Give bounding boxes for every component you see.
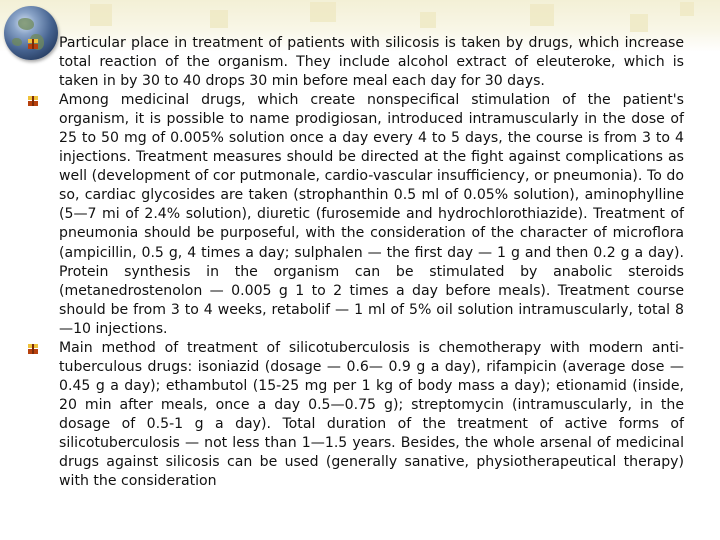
bullet-icon (28, 39, 38, 49)
bullet-icon (28, 344, 38, 354)
paragraph-text: Particular place in treatment of patients with silicosis is taken by drugs, which increase total reaction of the organism. They include alcohol extract of eleuteroke, which is taken in by 30 to 40 drops 30 min before meal each day for 30 days. (59, 35, 684, 90)
bullet-paragraph (28, 339, 684, 491)
slide-content (28, 34, 684, 491)
bullet-paragraph (28, 91, 684, 339)
paragraph-text: Among medicinal drugs, which create nonspecifical stimulation of the patient's organism, it is possible to name prodigiosan, introduced intramuscularly in the dose of 25 to 50 mg of 0.005% solution once a day every 4 to 5 days, the course is from 3 to 4 injections. Treatment measures should be directed at the fight against complications as well (development of cor putmonale, cardio-vascular insufficiency, or pneumonia). To do so, cardiac glycosides are taken (strophanthin 0.5 ml of 0.05% solution), aminophylline (5—7 mi of 2.4% solution), diuretic (furosemide and hydrochlorothiazide). Treatment of pneumonia should be purposeful, with the consideration of the character of microflora (ampicillin, 0.5 g, 4 times a day; sulphalen — the first day — 1 g and then 0.2 g a day). Protein synthesis in the organism can be stimulated by anabolic steroids (metanedrostenolon — 0.005 g 1 to 2 times a day before meals). Treatment course should be from 3 to 4 weeks, retabolif — 1 ml of 5% oil solution intramuscularly, total 8—10 injections. (59, 92, 684, 337)
bullet-paragraph (28, 34, 684, 91)
paragraph-text: Main method of treatment of silicotuberculosis is chemotherapy with modern anti-tuberculous drugs: isoniazid (dosage — 0.6— 0.9 g a day), rifampicin (average dose — 0.45 g a day); ethambutol (15-25 mg per 1 kg of body mass a day); etionamid (inside, 20 min after meals, once a day 0.5—0.75 g); streptomycin (intramuscularly, in the dosage of 0.5-1 g a day). Total duration of the treatment of active forms of silicotuberculosis — not less than 1—1.5 years. Besides, the whole arsenal of medicinal drugs against silicosis can be used (generally sanative, physiotherapeutical therapy) with the consideration (59, 339, 684, 490)
bullet-icon (28, 96, 38, 106)
